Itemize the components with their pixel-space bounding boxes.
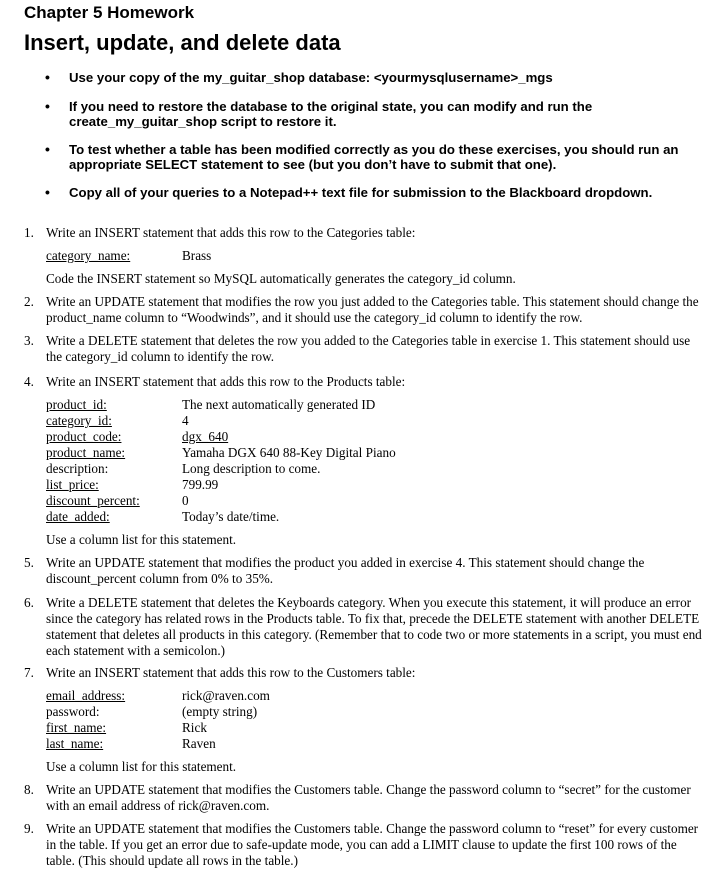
exercise-note: Code the INSERT statement so MySQL automatically generates the category_id column. (46, 271, 516, 286)
exercise-number: 3. (24, 333, 34, 348)
exercise-number: 8. (24, 782, 34, 797)
field-value: (empty string) (182, 704, 258, 719)
field-name: product_name: (46, 445, 126, 460)
field-value: Today’s date/time. (182, 509, 280, 524)
exercise-text: Write an INSERT statement that adds this row to the Customers table: (46, 665, 416, 680)
exercise-text: Write an UPDATE statement that modifies the Customers table. Change the password column to “secret” for the customer with an email address of rick@raven.com. (46, 782, 691, 813)
chapter-heading: Chapter 5 Homework (24, 3, 195, 22)
bullet-text: To test whether a table has been modified correctly as you do these exercises, you should run an appropriate SELECT statement to see (but you don’t have to submit that one). (69, 142, 679, 172)
field-name: last_name: (46, 736, 104, 751)
exercise-number: 9. (24, 821, 34, 836)
exercise-text: Write an UPDATE statement that modifies the product you added in exercise 4. This statement should change the discount_percent column from 0% to 35%. (46, 555, 645, 586)
bullet-icon: • (45, 141, 50, 157)
exercise-text: Write a DELETE statement that deletes the row you added to the Categories table in exercise 1. This statement should use the category_id column to identify the row. (46, 333, 691, 364)
field-value: 0 (182, 493, 189, 508)
field-value: Yamaha DGX 640 88-Key Digital Piano (182, 445, 396, 460)
exercise-note: Use a column list for this statement. (46, 532, 237, 547)
field-name: product_code: (46, 429, 122, 444)
exercise-number: 5. (24, 555, 34, 570)
field-name: date_added: (46, 509, 110, 524)
field-value: Rick (182, 720, 207, 735)
field-value: The next automatically generated ID (182, 397, 376, 412)
field-value: Brass (182, 248, 212, 263)
exercise-text: Write a DELETE statement that deletes the Keyboards category. When you execute this statement, it will produce an error since the category has related rows in the Products table. To fix that, precede the DELETE statement with another DELETE statement that deletes all products in this category. (Remember that to code two or more statements in a script, you must end each statement with a semicolon.) (46, 595, 702, 658)
field-name: product_id: (46, 397, 107, 412)
field-value: Long description to come. (182, 461, 321, 476)
exercise-text: Write an INSERT statement that adds this row to the Products table: (46, 374, 406, 389)
bullet-text: Use your copy of the my_guitar_shop database: <yourmysqlusername>_mgs (69, 70, 553, 85)
field-value: 799.99 (182, 477, 219, 492)
exercise-number: 6. (24, 595, 34, 610)
exercise-number: 7. (24, 665, 34, 680)
exercise-number: 1. (24, 225, 34, 240)
exercise-number: 2. (24, 294, 34, 309)
field-name: description: (46, 461, 109, 476)
exercise-text: Write an UPDATE statement that modifies the row you just added to the Categories table. This statement should change the product_name column to “Woodwinds”, and it should use the category_id column to identify the row. (46, 294, 699, 325)
exercise-number: 4. (24, 374, 34, 389)
exercise-note: Use a column list for this statement. (46, 759, 237, 774)
field-name: password: (46, 704, 100, 719)
bullet-text: Copy all of your queries to a Notepad++ text file for submission to the Blackboard dropdown. (69, 185, 653, 200)
field-name: first_name: (46, 720, 107, 735)
bullet-text: If you need to restore the database to the original state, you can modify and run the create_my_guitar_shop script to restore it. (69, 99, 593, 129)
exercise-text: Write an INSERT statement that adds this row to the Categories table: (46, 225, 416, 240)
bullet-icon: • (45, 184, 50, 200)
field-value: dgx_640 (182, 429, 229, 444)
field-value: Raven (182, 736, 216, 751)
exercise-text: Write an UPDATE statement that modifies the Customers table. Change the password column to “reset” for every customer in the table. If you get an error due to safe-update mode, you can add a LIMIT clause to update the first 100 rows of the table. (This should update all rows in the table.) (46, 821, 699, 868)
bullet-icon: • (45, 98, 50, 114)
field-name: discount_percent: (46, 493, 140, 508)
field-value: 4 (182, 413, 189, 428)
field-name: category_name: (46, 248, 131, 263)
field-name: list_price: (46, 477, 99, 492)
field-name: email_address: (46, 688, 126, 703)
page-title: Insert, update, and delete data (24, 30, 341, 55)
field-value: rick@raven.com (182, 688, 270, 703)
bullet-icon: • (45, 69, 50, 85)
field-name: category_id: (46, 413, 112, 428)
